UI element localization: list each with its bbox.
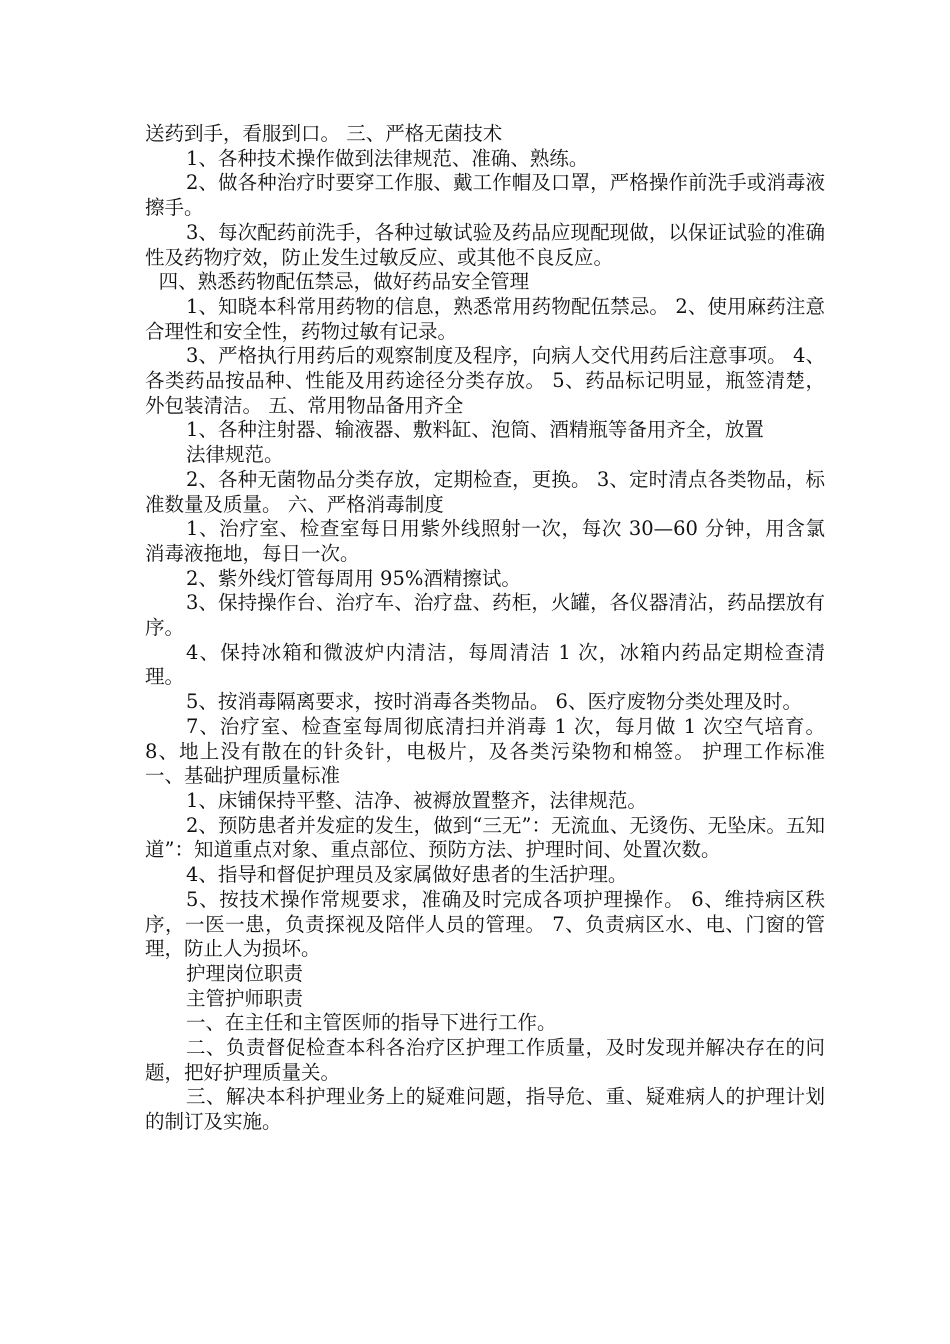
paragraph: 1、知晓本科常用药物的信息，熟悉常用药物配伍禁忌。 2、使用麻药注意合理性和安全性，药物过敏有记录。 bbox=[145, 294, 825, 343]
paragraph: 四、熟悉药物配伍禁忌，做好药品安全管理 bbox=[158, 270, 530, 294]
paragraph: 3、严格执行用药后的观察制度及程序，向病人交代用药后注意事项。 4、各类药品按品种、性能及用药途径分类存放。 5、药品标记明显，瓶签清楚，外包装清洁。 五、常用物品备用齐全 bbox=[145, 344, 825, 417]
paragraph: 1、床铺保持平整、洁净、被褥放置整齐，法律规范。 bbox=[185, 788, 647, 812]
paragraph: 4、指导和督促护理员及家属做好患者的生活护理。 bbox=[185, 863, 628, 887]
paragraph: 2、做各种治疗时要穿工作服、戴工作帽及口罩，严格操作前洗手或消毒液擦手。 bbox=[145, 171, 825, 220]
paragraph: 1、各种技术操作做到法律规范、准确、熟练。 bbox=[185, 146, 589, 170]
paragraph: 2、各种无菌物品分类存放，定期检查，更换。 3、定时清点各类物品，标准数量及质量。 六、严格消毒制度 bbox=[145, 467, 825, 516]
paragraph: 3、每次配药前洗手，各种过敏试验及药品应现配现做，以保证试验的准确性及药物疗效，防止发生过敏反应、或其他不良反应。 bbox=[145, 220, 825, 269]
paragraph: 2、紫外线灯管每周用 95%酒精擦试。 bbox=[185, 566, 521, 590]
paragraph: 1、治疗室、检查室每日用紫外线照射一次，每次 30—60 分钟，用含氯消毒液拖地，每日一次。 bbox=[145, 517, 825, 565]
paragraph: 二、负责督促检查本科各治疗区护理工作质量，及时发现并解决存在的问题，把好护理质量关。 bbox=[145, 1036, 825, 1084]
paragraph: 4、保持冰箱和微波炉内清洁，每周清洁 1 次，冰箱内药品定期检查清理。 bbox=[145, 640, 825, 689]
paragraph: 5、按技术操作常规要求，准确及时完成各项护理操作。 6、维持病区秩序，一医一患，负责探视及陪伴人员的管理。 7、负责病区水、电、门窗的管理，防止人为损坏。 bbox=[145, 887, 825, 961]
paragraph: 一、在主任和主管医师的指导下进行工作。 bbox=[185, 1011, 557, 1035]
paragraph: 2、预防患者并发症的发生，做到“三无”：无流血、无烫伤、无坠床。五知道”：知道重点对象、重点部位、预防方法、护理时间、处置次数。 bbox=[145, 813, 825, 862]
document-page bbox=[145, 122, 825, 1135]
paragraph: 法律规范。 bbox=[185, 443, 284, 467]
paragraph: 1、各种注射器、输液器、敷料缸、泡筒、酒精瓶等备用齐全，放置 bbox=[185, 418, 764, 442]
paragraph: 5、按消毒隔离要求，按时消毒各类物品。 6、医疗废物分类处理及时。 bbox=[185, 690, 802, 714]
section-heading: 护理岗位职责 bbox=[185, 961, 303, 985]
section-heading: 主管护师职责 bbox=[185, 986, 303, 1010]
paragraph: 3、保持操作台、治疗车、治疗盘、药柜，火罐，各仪器清沾，药品摆放有序。 bbox=[145, 591, 825, 640]
paragraph: 送药到手，看服到口。 三、严格无菌技术 bbox=[145, 122, 503, 145]
paragraph: 7、治疗室、检查室每周彻底清扫并消毒 1 次，每月做 1 次空气培育。 8、地上没有散在的针灸针，电极片，及各类污染物和棉签。 护理工作标准 一、基础护理质量标准 bbox=[145, 714, 825, 788]
paragraph: 三、解决本科护理业务上的疑难问题，指导危、重、疑难病人的护理计划的制订及实施。 bbox=[145, 1085, 825, 1134]
